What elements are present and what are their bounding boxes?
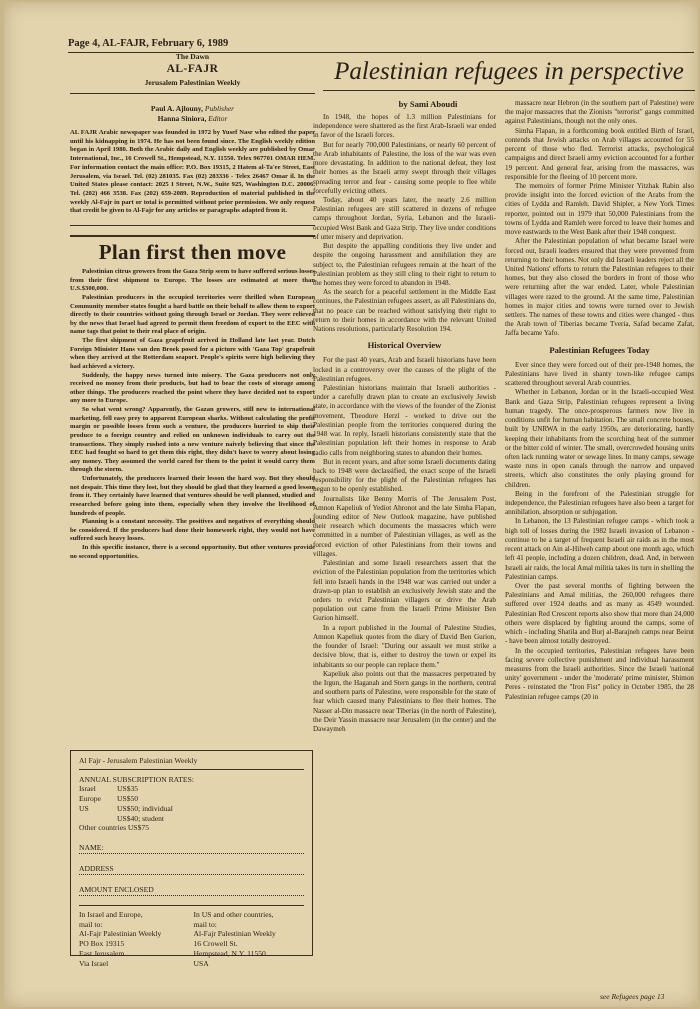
- rate-region: [79, 814, 117, 824]
- amount-field[interactable]: [79, 885, 304, 896]
- address-line: Al-Fajr Palestinian Weekly: [79, 929, 162, 939]
- article-paragraph: Palestinian historians maintain that Israeli authorities - under a carefully drawn plan to create an exclusively Jewish state, in accordance with the views of the founder of the Zionist movement, Theodore Herzl - worked to drive out the Palestinian people from the territories conquered during the 1948 war. In reply, Israeli historians consistently state that the Palestinian population left their homes in response to Arab radio calls from neighboring states to abandon their homes.: [313, 383, 496, 457]
- article-paragraph: Whether in Lebanon, Jordan or in the Israeli-occupied West Bank and Gaza Strip, Palestinian refugees represent a living human tragedy. The once-prosperous farmers now live in conditions unfit for human habitation. The small concrete houses, built by UNRWA in the early 1950s, are deteriorating, hardly keeping their inhabitants from the scorching heat of the summer or the bitter cold of winter. The small, overcrowded housing units often lack running water or sewage lines. In many camps, sewage waste runs in open canals through the narrow and unpaved streets, which also constitutes the only playing ground for children.: [505, 388, 694, 489]
- article-paragraph: But in recent years, and after some Israeli documents dating back to 1948 were declassified, the exact scope of the Israeli responsibility for the plight of the Palestinian refugees has begun to be openly established.: [313, 457, 496, 494]
- editorial-title: Plan first then move: [70, 235, 315, 265]
- address-label: ADDRESS: [79, 864, 114, 874]
- article-paragraph: In the occupied territories, Palestinian refugees have been facing severe collective punishment and individual harassment measures from the Israeli authorities. Since the Israeli 'national unity' government - under the 'moderate' prime minister, Shimon Peres - reinstated the "Iron Fist" policy in October 1985, the 28 Palestinian refugee camps (20 in: [505, 646, 694, 701]
- article-paragraph: But for nearly 700,000 Palestinians, or nearly 60 percent of the Arab inhabitants of Palestine, the loss of the war was even more devastating. In addition to the national defeat, they lost their homes as the Israeli army swept through their villages spreading terror and fear - causing some people to flee while forcefully evicting others.: [313, 140, 496, 195]
- article-paragraph: Kapeliuk also points out that the massacres perpetrated by the Irgun, the Haganah and Stern gangs in the northern, central and southern parts of Palestine, were responsible for the state of fear which caused many Palestinians to flee their homes. The Nasser al-Din massacre near Tiberias (in the north of Palestine), the Deir Yassin massacre near Jerusalem (in the center) and the Dawaymeh: [313, 669, 496, 734]
- mailing-addresses: [79, 905, 304, 968]
- rate-price: US$50; individual: [117, 803, 173, 813]
- masthead-tagline: The Dawn: [175, 52, 210, 61]
- publisher-role: Publisher: [204, 103, 235, 113]
- article-paragraph: In a report published in the Journal of Palestine Studies, Amnon Kapeliuk quotes from the diary of David Ben Gurion, the founder of Israel: "During our assault we must strike a decisive blow, that is, either to destroy the town or expel its inhabitants so our people can replace them.": [313, 623, 496, 669]
- article-paragraph: The memoirs of former Prime Minister Yitzhak Rabin also provide insight into the forced eviction of the Arabs from the cities of Lydda and Ramleh. David Shipler, a New York Times reporter, pointed out in 1979 that 50,000 Palestinians from the towns of Lydda and Ramleh were forced to leave their homes and move eastwards to the West Bank after their 1948 conquest.: [505, 181, 694, 237]
- editorial-paragraph: Unfortunately, the producers learned their lesson the hard way. But they should not despair. This time they lost, but they should be glad that they learned a good lesson from it. They certainly have learned that ventures should be well planned, studied and researched before going into them, especially when they involve the livelihood of hundreds of people.: [70, 475, 315, 517]
- staff-box: [70, 104, 315, 124]
- mail-address-israel-europe: [79, 910, 190, 968]
- left-column: [70, 52, 315, 561]
- article-paragraph: Journalists like Benny Morris of The Jerusalem Post, Amnon Kapeliuk of Yediot Ahronot and the late Simha Flapan, founding editor of New Outlook magazine, have published their research which documents the massacres which were committed in a number of Palestinian villages, as well as the forced eviction of other Palestinians from their towns and villages.: [313, 494, 496, 558]
- address-line: Al-Fajr Palestinian Weekly: [193, 929, 276, 939]
- article-column-1: [313, 113, 496, 734]
- article-paragraph: But despite the appalling conditions they live under and despite the ongoing harassment and annihilation they are subject to, the Palestinian refugees remain at the heart of the Palestinian problem as they still cling to their right to return to the homes they were forced to abandon in 1948.: [313, 242, 496, 287]
- article-title: Palestinian refugees in perspective: [323, 58, 695, 91]
- section-heading: Palestinian Refugees Today: [549, 344, 650, 355]
- other-rate: Other countries US$75: [79, 823, 150, 833]
- continuation-note: see Refugees page 13: [600, 992, 665, 1001]
- editorial-paragraph: So what went wrong? Apparently, the Gazan growers, still new to international marketing, fell easy prey to apparent European sharks. Without calculating the profit margin or possible losses from such a venture, the producers hurried to ship their produce to a foreign country and relied on unknown individuals to carry out the transactions. They simply rushed into a new venture naively believing that since the EEC had fought so hard to get them this right, they didn't have to worry about losing any money. They assumed the world cared for them to the point it would carry them through the storm.: [70, 406, 315, 474]
- publisher-name: Paul A. Ajlouny,: [150, 103, 204, 113]
- editorial-paragraph: Palestinian citrus growers from the Gaza Strip seem to have suffered serious losses from their first shipment to Europe. The losses are estimated at more than U.S.$300,000.: [70, 268, 315, 293]
- address-line: mail to:: [79, 919, 103, 929]
- address-line: USA: [193, 958, 209, 968]
- rate-region: US: [79, 803, 89, 813]
- address-line: Hempstead, N.Y. 11550: [193, 948, 266, 958]
- page-header: Page 4, AL-FAJR, February 6, 1989: [68, 38, 694, 53]
- article-column-2: [505, 99, 694, 702]
- address-line: Via Israel: [79, 958, 109, 968]
- editorial-paragraph: Suddenly, the happy news turned into misery. The Gaza producers not only received no money from their products, but had to bear the costs of storage among other things. The producers reached the point where they have decided not to export any more to Europe.: [70, 371, 315, 405]
- article-paragraph: Ever since they were forced out of their pre-1948 homes, the Palestinians have lived in shanty town-like refugee camps scattered throughout several Arab countries.: [505, 360, 694, 388]
- article-paragraph: Simha Flapan, in a forthcoming book entitled Birth of Israel, contends that Jewish attacks on Arab villages accounted for 55 percent of those who fled. Terrorist attacks, psychological campaigns and direct Israeli army eviction accounted for a further 19 percent. And general fear, arising from the massacres, was responsible for the fleeing of 10 percent more.: [505, 126, 694, 181]
- editorial-paragraph: The first shipment of Gaza grapefruit arrived in Holland late last year. Dutch Foreign Minister Hans van den Broek posed for a picture with 'Gaza Top' grapefruit when they arrived at the Rotterdam seaport. People's spirits were high believing they had achieved a victory.: [70, 337, 315, 370]
- article-paragraph: In 1948, the hopes of 1.3 million Palestinians for independence were shattered as the first Arab-Israeli war ended in favor of the Israeli forces.: [313, 113, 496, 140]
- editor-name: Hanna Siniora,: [157, 113, 207, 123]
- rate-price: US$40; student: [117, 813, 165, 823]
- rate-region: Israel: [79, 784, 96, 794]
- editor-role: Editor: [208, 113, 228, 123]
- article-paragraph: In Lebanon, the 13 Palestinian refugee camps - which took a high toll of losses during the 1982 Israeli invasion of Lebanon - continue to be a target of frequent Israeli air raids as in the most recent attack on Ain al-Hilweh camp about one month ago, which left 41 people, including a dozen children, dead. And, in between Israeli air raids, the local Amal militia takes its turn in shelling the Palestinian camps.: [505, 517, 694, 581]
- editorial-body: [70, 268, 315, 561]
- address-line: PO Box 19315: [79, 939, 125, 949]
- editorial-paragraph: In this specific instance, there is a second opportunity. But other ventures provide no second opportunities.: [70, 544, 315, 560]
- article-paragraph: massacre near Hebron (in the southern part of Palestine) were the major massacres that the Zionists "terrorist" gangs committed against Palestinians, though not the only ones.: [505, 99, 694, 126]
- rate-price: US$35: [117, 784, 139, 794]
- article-paragraph: After the Palestinian population of what became Israel were forced out, Israeli leaders ensured that they were prevented from returning to their homes. Not only did Israeli leaders reject all the United Nations' efforts to return the Palestinian refugees to their homes, but they also closed the borders in front of those who were returning after the war ended. Later, whole Palestinian villages were razed to the ground. At the same time, Palestinian homes in major cities and towns were turned over to Jewish settlers. The names of these towns and cities were changed - thus the Arab town of Tiberias became Tveria, Safad became Zafat, Jaffa became Yafo.: [505, 237, 694, 338]
- rates-heading: ANNUAL SUBSCRIPTION RATES:: [79, 774, 194, 784]
- address-line: East Jerusalem: [79, 948, 125, 958]
- section-heading: Historical Overview: [367, 340, 442, 351]
- rate-price: US$50: [117, 794, 139, 804]
- address-line: mail to:: [193, 919, 217, 929]
- article-paragraph: Being in the forefront of the Palestinian struggle for independence, the Palestinian refugees have also been a target for annihilation, absorption or subjugation.: [505, 489, 694, 517]
- address-line: 16 Crowell St.: [193, 939, 238, 949]
- article-byline: by Sami Aboudi: [398, 99, 458, 109]
- masthead-subtitle: Jerusalem Palestinian Weekly: [144, 77, 241, 87]
- publication-info: AL FAJR Arabic newspaper was founded in 1972 by Yusef Nasr who edited the paper until his kidnapping in 1974. He has not been found since. The English weekly edition began in April 1980. Both the Arabic daily and English weekly are published by Omar International, Inc., 16 Crowell St., Hempstead, N.Y. 11550. Telex 967701 OMAR HEM. For information contact the main office: P.O. Box 19315, 2 Hatem al-Ta'ee Street, East Jerusalem, via Israel. Tel. (02) 281035. Fax (02) 283336 - Telex 26467 Omar il. In the United States please contact: 2025 I Street, N.W., Suite 925, Washington D.C. 20006. Tel. (202) 466 3538. Fax (202) 659-2089. Reproduction of material published in the weekly Al-Fajr in part or total is permitted without prior permission. We only request that credit be given to Al-Fajr for any articles or paragraphs adapted from it.: [70, 129, 315, 226]
- article-paragraph: Over the past several months of fighting between the Palestinians and Amal militias, the 260,000 refugees there suffered over 1924 deaths and as many as 4549 wounded. Palestinian Red Crescent reports also show that more than 24,000 others were displaced by fighting around the camps, some of which - including Shatila and Burj al-Barajneh camps near Beirut - have been almost totally destroyed.: [505, 582, 694, 646]
- masthead: [70, 52, 315, 94]
- editorial-paragraph: Planning is a constant necessity. The positives and negatives of everything should be considered. If the producers had done their homework right, they would not have suffered such heavy losses.: [70, 518, 315, 543]
- article-paragraph: Today, about 40 years later, the nearly 2.6 million Palestinian refugees are still scattered in dozens of refugee camps throughout Jordan, Syria, Lebanon and the Israeli-occupied West Bank and Gaza Strip. They live under conditions of utter misery and deprivation.: [313, 195, 496, 241]
- name-field[interactable]: [79, 843, 304, 854]
- rate-region: Europe: [79, 794, 101, 804]
- mail-address-us: [194, 910, 305, 968]
- rates-table: [79, 784, 304, 823]
- editorial-paragraph: Palestinian producers in the occupied territories were thrilled when European Community member states fought a hard battle on their behalf to allow them to export directly to their countries without going through Israel or Jordan. They were relieved by the news that Israel had agreed to permit them freedom of export to the EEC with name tags that point to their real place of origin.: [70, 293, 315, 336]
- article-paragraph: As the search for a peaceful settlement in the Middle East continues, the Palestinian refugees assert, as all Palestinians do, that no peace can be reached without satisfying their right to return to their homes in accordance with the relevant United Nations resolutions, particularly Resolution 194.: [313, 288, 496, 334]
- article-paragraph: Palestinian and some Israeli researchers assert that the eviction of the Palestinian population from the territories which fell into Israeli hands in the 1948 war was carried out under a drawn-up plan to establish an exclusively Jewish state and the orders to evict Palestinian villagers or drive the Arab population out came from the Israeli Prime Minister Ben Gurion himself.: [313, 559, 496, 623]
- name-label: NAME:: [79, 843, 104, 853]
- article-paragraph: For the past 40 years, Arab and Israeli historians have been locked in a controversy over the causes of the plight of the Palestinian refugees.: [313, 356, 496, 383]
- subscription-form: [70, 750, 313, 968]
- address-field[interactable]: [79, 864, 304, 875]
- subscription-title: Al Fajr - Jerusalem Palestinian Weekly: [79, 756, 304, 770]
- address-line: In US and other countries,: [193, 910, 274, 920]
- amount-label: AMOUNT ENCLOSED: [79, 885, 154, 895]
- address-line: In Israel and Europe,: [79, 910, 143, 920]
- masthead-name: AL-FAJR: [166, 63, 219, 76]
